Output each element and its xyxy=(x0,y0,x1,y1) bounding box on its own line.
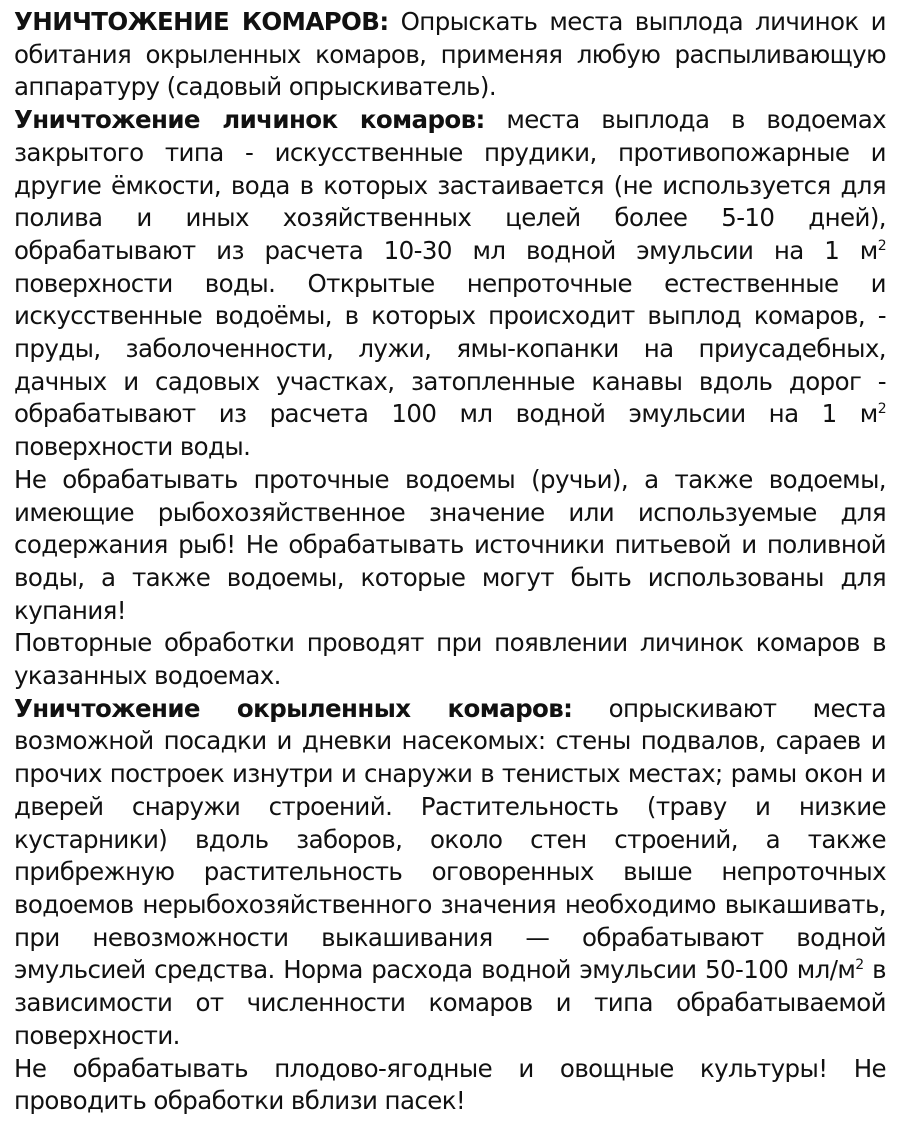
paragraph-heading: Уничтожение личинок комаров: xyxy=(14,105,485,135)
paragraph-text: поверхности воды. Открытые непроточные естественные и искусственные водоёмы, в которых происходит выплод комаров, - пруды, заболоченности, лужи, ямы-копанки на приусадебных, дачных и садовых участках, затопленные канавы вдоль дорог - обрабатывают из расчета 100 мл водной эмульсии на 1 м xyxy=(14,268,886,429)
paragraph-mosquito-control xyxy=(14,6,886,104)
paragraph-text: опрыскивают места возможной посадки и дневки насекомых: стены подвалов, сараев и прочих построек изнутри и снаружи в тенистых местах; рамы окон и дверей снаружи строений. Растительность (траву и низкие кустарники) вдоль заборов, около стен строений, а также прибрежную растительность оговоренных выше непроточных водоемов нерыбохозяйственного значения необходимо выкашивать, при невозможности выкашивания — обрабатывают водной эмульсией средства. Норма расхода водной эмульсии 50-100 мл/м xyxy=(14,693,886,985)
paragraph-warning-water-bodies xyxy=(14,464,886,628)
paragraph-text: в зависимости от численности комаров и типа обрабатываемой поверхности. xyxy=(14,955,886,1050)
superscript: 2 xyxy=(877,401,886,418)
paragraph-text: Не обрабатывать плодово-ягодные и овощные культуры! Не проводить обработки вблизи пасек! xyxy=(14,1053,886,1116)
superscript: 2 xyxy=(877,237,886,254)
paragraph-adult-mosquito-control xyxy=(14,693,886,1053)
paragraph-text: Повторные обработки проводят при появлении личинок комаров в указанных водоемах. xyxy=(14,628,886,691)
paragraph-text: поверхности воды. xyxy=(14,432,251,462)
paragraph-text: Опрыскать места выплода личинок и обитания окрыленных комаров, применяя любую распыливающую аппаратуру (садовый опрыскиватель). xyxy=(14,7,886,102)
paragraph-text: Не обрабатывать проточные водоемы (ручьи), а также водоемы, имеющие рыбохозяйственное значение или используемые для содержания рыб! Не обрабатывать источники питьевой и поливной воды, а также водоемы, которые могут быть использованы для купания! xyxy=(14,464,886,625)
paragraph-heading: Уничтожение окрыленных комаров: xyxy=(14,693,573,723)
paragraph-warning-crops xyxy=(14,1053,886,1118)
paragraph-repeat-treatment xyxy=(14,627,886,692)
paragraph-larvae-control xyxy=(14,104,886,464)
paragraph-heading: УНИЧТОЖЕНИЕ КОМАРОВ: xyxy=(14,7,389,36)
paragraph-text: места выплода в водоемах закрытого типа - искусственные прудики, противопожарные и другие ёмкости, вода в которых застаивается (не используется для полива и иных хозяйственных целей более 5-10 дней), обрабатывают из расчета 10-30 мл водной эмульсии на 1 м xyxy=(14,105,887,265)
superscript: 2 xyxy=(855,957,864,974)
